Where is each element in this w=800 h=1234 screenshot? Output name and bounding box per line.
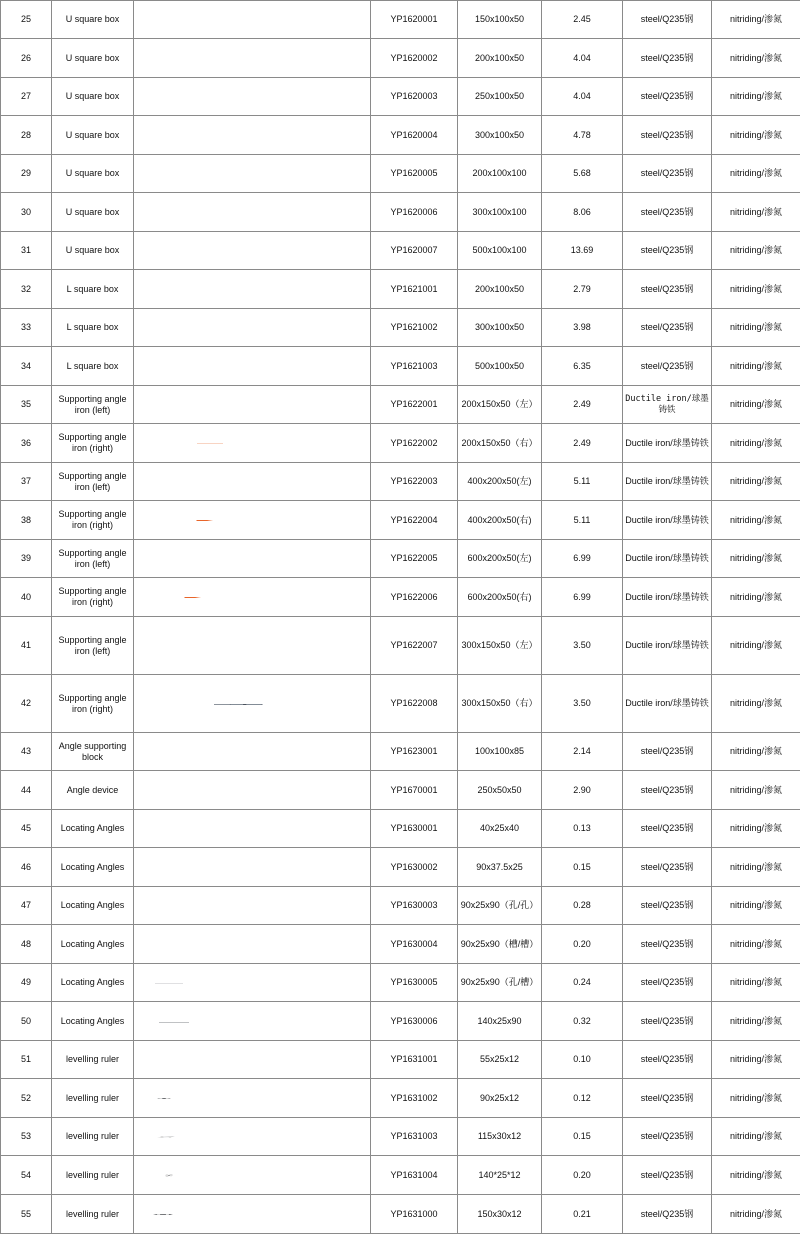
product-treatment: nitriding/渗氮 (712, 1079, 800, 1118)
angle-iron-gray-icon (134, 617, 371, 675)
u-square-box-icon (134, 78, 371, 116)
product-treatment: nitriding/渗氮 (712, 887, 800, 925)
product-size: 300x100x50 (458, 309, 542, 347)
row-number: 52 (1, 1079, 52, 1118)
product-treatment: nitriding/渗氮 (712, 155, 800, 193)
product-code: YP1621002 (371, 309, 458, 347)
product-name: U square box (52, 78, 134, 116)
table-row (1, 540, 800, 578)
u-square-box-icon (134, 232, 371, 270)
product-treatment: nitriding/渗氮 (712, 1002, 800, 1041)
table-row (1, 309, 800, 347)
product-weight: 6.35 (542, 347, 623, 386)
product-code: YP1622004 (371, 501, 458, 540)
product-material: steel/Q235钢 (623, 39, 712, 78)
product-weight: 5.11 (542, 463, 623, 501)
table-row (1, 501, 800, 540)
angle-iron-icon (134, 501, 371, 540)
product-material: steel/Q235钢 (623, 810, 712, 848)
product-code: YP1630004 (371, 925, 458, 964)
product-material: Ductile iron/球墨铸铁 (623, 675, 712, 733)
row-number: 48 (1, 925, 52, 964)
product-size: 90x25x90（槽/槽） (458, 925, 542, 964)
product-size: 250x50x50 (458, 771, 542, 810)
product-name: levelling ruler (52, 1195, 134, 1234)
row-number: 41 (1, 617, 52, 675)
product-size: 200x100x50 (458, 270, 542, 309)
product-size: 115x30x12 (458, 1118, 542, 1156)
product-treatment: nitriding/渗氮 (712, 810, 800, 848)
product-weight: 5.68 (542, 155, 623, 193)
product-size: 100x100x85 (458, 733, 542, 771)
table-row (1, 270, 800, 309)
row-number: 38 (1, 501, 52, 540)
product-weight: 3.50 (542, 675, 623, 733)
product-treatment: nitriding/渗氮 (712, 1195, 800, 1234)
product-weight: 0.24 (542, 964, 623, 1002)
table-row (1, 578, 800, 617)
product-name: Supporting angle iron (right) (52, 578, 134, 617)
product-weight: 13.69 (542, 232, 623, 270)
product-treatment: nitriding/渗氮 (712, 424, 800, 463)
product-code: YP1621003 (371, 347, 458, 386)
product-name: levelling ruler (52, 1156, 134, 1195)
product-weight: 0.15 (542, 848, 623, 887)
product-size: 90x25x90（孔/孔） (458, 887, 542, 925)
locating-angle-icon (134, 925, 371, 964)
table-row (1, 675, 800, 733)
product-size: 500x100x50 (458, 347, 542, 386)
u-square-box-icon (134, 39, 371, 78)
row-number: 39 (1, 540, 52, 578)
product-treatment: nitriding/渗氮 (712, 78, 800, 116)
table-row (1, 964, 800, 1002)
locating-angle-icon (134, 810, 371, 848)
product-material: steel/Q235钢 (623, 78, 712, 116)
product-size: 250x100x50 (458, 78, 542, 116)
table-row (1, 155, 800, 193)
table-row (1, 1156, 800, 1195)
product-weight: 0.28 (542, 887, 623, 925)
u-square-box-icon (134, 1, 371, 39)
product-material: steel/Q235钢 (623, 733, 712, 771)
product-size: 500x100x100 (458, 232, 542, 270)
locating-angle-icon (154, 983, 184, 984)
product-treatment: nitriding/渗氮 (712, 675, 800, 733)
table-row (1, 116, 800, 155)
row-number: 46 (1, 848, 52, 887)
levelling-ruler-icon (156, 1136, 176, 1138)
product-material: steel/Q235钢 (623, 887, 712, 925)
product-treatment: nitriding/渗氮 (712, 386, 800, 424)
angle-iron-gray-icon (212, 704, 264, 705)
row-number: 32 (1, 270, 52, 309)
product-table-body (1, 1, 800, 1234)
product-name: Supporting angle iron (right) (52, 675, 134, 733)
product-code: YP1622005 (371, 540, 458, 578)
table-row (1, 925, 800, 964)
row-number: 49 (1, 964, 52, 1002)
product-size: 140*25*12 (458, 1156, 542, 1195)
product-weight: 3.50 (542, 617, 623, 675)
table-row (1, 1195, 800, 1234)
table-row (1, 887, 800, 925)
row-number: 28 (1, 116, 52, 155)
row-number: 51 (1, 1041, 52, 1079)
product-material: steel/Q235钢 (623, 771, 712, 810)
row-number: 31 (1, 232, 52, 270)
product-code: YP1620003 (371, 78, 458, 116)
product-name: L square box (52, 270, 134, 309)
levelling-ruler-icon (156, 1098, 172, 1099)
product-size: 200x150x50（左） (458, 386, 542, 424)
table-row (1, 193, 800, 232)
row-number: 40 (1, 578, 52, 617)
product-code: YP1631001 (371, 1041, 458, 1079)
product-name: U square box (52, 193, 134, 232)
product-code: YP1670001 (371, 771, 458, 810)
product-size: 300x150x50（左） (458, 617, 542, 675)
product-size: 600x200x50(左) (458, 540, 542, 578)
product-treatment: nitriding/渗氮 (712, 1041, 800, 1079)
product-code: YP1630005 (371, 964, 458, 1002)
row-number: 27 (1, 78, 52, 116)
row-number: 44 (1, 771, 52, 810)
table-row (1, 424, 800, 463)
product-code: YP1622001 (371, 386, 458, 424)
product-treatment: nitriding/渗氮 (712, 463, 800, 501)
product-material: steel/Q235钢 (623, 270, 712, 309)
product-weight: 6.99 (542, 578, 623, 617)
row-number: 43 (1, 733, 52, 771)
product-material: steel/Q235钢 (623, 1118, 712, 1156)
product-name: Locating Angles (52, 810, 134, 848)
angle-iron-icon (196, 443, 224, 444)
product-material: Ductile iron/球墨铸铁 (623, 540, 712, 578)
product-size: 300x150x50（右） (458, 675, 542, 733)
table-row (1, 617, 800, 675)
product-name: levelling ruler (52, 1041, 134, 1079)
product-treatment: nitriding/渗氮 (712, 39, 800, 78)
product-treatment: nitriding/渗氮 (712, 540, 800, 578)
product-code: YP1620001 (371, 1, 458, 39)
levelling-ruler-icon (164, 1174, 174, 1177)
product-treatment: nitriding/渗氮 (712, 1, 800, 39)
product-code: YP1631002 (371, 1079, 458, 1118)
product-code: YP1621001 (371, 270, 458, 309)
product-material: steel/Q235钢 (623, 964, 712, 1002)
row-number: 50 (1, 1002, 52, 1041)
product-size: 40x25x40 (458, 810, 542, 848)
row-number: 34 (1, 347, 52, 386)
product-weight: 0.15 (542, 1118, 623, 1156)
product-treatment: nitriding/渗氮 (712, 232, 800, 270)
product-size: 90x25x12 (458, 1079, 542, 1118)
table-row (1, 1118, 800, 1156)
locating-angle-icon (134, 1002, 371, 1041)
product-code: YP1631000 (371, 1195, 458, 1234)
product-weight: 4.04 (542, 39, 623, 78)
product-treatment: nitriding/渗氮 (712, 193, 800, 232)
table-row (1, 347, 800, 386)
product-name: L square box (52, 347, 134, 386)
product-name: U square box (52, 155, 134, 193)
product-weight: 2.79 (542, 270, 623, 309)
product-name: Locating Angles (52, 964, 134, 1002)
product-weight: 4.78 (542, 116, 623, 155)
product-size: 400x200x50(右) (458, 501, 542, 540)
product-code: YP1622007 (371, 617, 458, 675)
table-row (1, 78, 800, 116)
product-weight: 5.11 (542, 501, 623, 540)
u-square-box-icon (134, 116, 371, 155)
product-material: steel/Q235钢 (623, 1156, 712, 1195)
table-row (1, 1079, 800, 1118)
product-material: steel/Q235钢 (623, 1, 712, 39)
product-name: U square box (52, 232, 134, 270)
product-name: Angle supporting block (52, 733, 134, 771)
u-square-box-icon (134, 193, 371, 232)
product-treatment: nitriding/渗氮 (712, 1118, 800, 1156)
product-weight: 0.20 (542, 1156, 623, 1195)
product-material: Ductile iron/球墨铸铁 (623, 501, 712, 540)
product-material: steel/Q235钢 (623, 925, 712, 964)
product-weight: 0.12 (542, 1079, 623, 1118)
u-square-box-icon (134, 155, 371, 193)
l-square-box-icon (134, 270, 371, 309)
product-size: 90x25x90（孔/槽） (458, 964, 542, 1002)
product-size: 200x100x100 (458, 155, 542, 193)
product-name: Supporting angle iron (left) (52, 463, 134, 501)
product-weight: 8.06 (542, 193, 623, 232)
product-material: steel/Q235钢 (623, 1041, 712, 1079)
table-row (1, 771, 800, 810)
product-code: YP1622006 (371, 578, 458, 617)
product-material: Ductile iron/球墨铸铁 (623, 578, 712, 617)
l-square-box-icon (134, 309, 371, 347)
product-material: Ductile iron/球墨铸铁 (623, 424, 712, 463)
table-row (1, 810, 800, 848)
levelling-ruler-icon (134, 1041, 371, 1079)
product-name: Supporting angle iron (left) (52, 540, 134, 578)
product-name: Supporting angle iron (right) (52, 501, 134, 540)
product-weight: 0.10 (542, 1041, 623, 1079)
product-treatment: nitriding/渗氮 (712, 501, 800, 540)
product-name: U square box (52, 1, 134, 39)
angle-iron-icon (184, 597, 206, 598)
product-treatment: nitriding/渗氮 (712, 270, 800, 309)
product-code: YP1622008 (371, 675, 458, 733)
product-weight: 6.99 (542, 540, 623, 578)
product-name: Locating Angles (52, 925, 134, 964)
product-material: steel/Q235钢 (623, 1195, 712, 1234)
product-code: YP1630001 (371, 810, 458, 848)
product-treatment: nitriding/渗氮 (712, 848, 800, 887)
product-treatment: nitriding/渗氮 (712, 347, 800, 386)
product-code: YP1630006 (371, 1002, 458, 1041)
levelling-ruler-icon (152, 1214, 174, 1215)
levelling-ruler-icon (134, 1156, 371, 1195)
product-size: 150x30x12 (458, 1195, 542, 1234)
product-material: steel/Q235钢 (623, 1002, 712, 1041)
product-treatment: nitriding/渗氮 (712, 309, 800, 347)
levelling-ruler-icon (134, 1195, 371, 1234)
row-number: 47 (1, 887, 52, 925)
product-weight: 0.21 (542, 1195, 623, 1234)
row-number: 45 (1, 810, 52, 848)
product-size: 300x100x100 (458, 193, 542, 232)
product-name: U square box (52, 116, 134, 155)
product-size: 140x25x90 (458, 1002, 542, 1041)
product-weight: 0.32 (542, 1002, 623, 1041)
product-name: levelling ruler (52, 1118, 134, 1156)
product-size: 400x200x50(左) (458, 463, 542, 501)
product-treatment: nitriding/渗氮 (712, 964, 800, 1002)
locating-angle-icon (134, 887, 371, 925)
product-size: 200x100x50 (458, 39, 542, 78)
product-code: YP1631004 (371, 1156, 458, 1195)
product-weight: 2.14 (542, 733, 623, 771)
product-weight: 4.04 (542, 78, 623, 116)
angle-iron-icon (196, 520, 218, 521)
row-number: 33 (1, 309, 52, 347)
row-number: 53 (1, 1118, 52, 1156)
product-code: YP1622002 (371, 424, 458, 463)
product-treatment: nitriding/渗氮 (712, 733, 800, 771)
product-treatment: nitriding/渗氮 (712, 116, 800, 155)
levelling-ruler-icon (134, 1118, 371, 1156)
product-code: YP1620005 (371, 155, 458, 193)
product-treatment: nitriding/渗氮 (712, 1156, 800, 1195)
product-material: steel/Q235钢 (623, 309, 712, 347)
product-code: YP1631003 (371, 1118, 458, 1156)
angle-iron-icon (134, 424, 371, 463)
product-material: Ductile iron/球墨铸铁 (623, 463, 712, 501)
product-name: Locating Angles (52, 887, 134, 925)
product-code: YP1620002 (371, 39, 458, 78)
product-code: YP1623001 (371, 733, 458, 771)
row-number: 42 (1, 675, 52, 733)
product-size: 300x100x50 (458, 116, 542, 155)
angle-iron-icon (134, 463, 371, 501)
product-weight: 2.90 (542, 771, 623, 810)
product-size: 150x100x50 (458, 1, 542, 39)
product-name: levelling ruler (52, 1079, 134, 1118)
angle-iron-icon (134, 578, 371, 617)
angle-device-icon (134, 771, 371, 810)
row-number: 36 (1, 424, 52, 463)
product-treatment: nitriding/渗氮 (712, 578, 800, 617)
product-treatment: nitriding/渗氮 (712, 925, 800, 964)
product-material: steel/Q235钢 (623, 1079, 712, 1118)
product-material: steel/Q235钢 (623, 232, 712, 270)
table-row (1, 39, 800, 78)
product-size: 200x150x50（右） (458, 424, 542, 463)
product-name: Angle device (52, 771, 134, 810)
product-treatment: nitriding/渗氮 (712, 617, 800, 675)
product-treatment: nitriding/渗氮 (712, 771, 800, 810)
angle-iron-gray-icon (134, 675, 371, 733)
product-material: steel/Q235钢 (623, 155, 712, 193)
product-weight: 2.45 (542, 1, 623, 39)
l-square-box-icon (134, 347, 371, 386)
product-code: YP1620004 (371, 116, 458, 155)
angle-iron-icon (134, 386, 371, 424)
product-name: Supporting angle iron (left) (52, 617, 134, 675)
product-size: 90x37.5x25 (458, 848, 542, 887)
product-name: U square box (52, 39, 134, 78)
product-material: steel/Q235钢 (623, 347, 712, 386)
product-name: Supporting angle iron (left) (52, 386, 134, 424)
row-number: 55 (1, 1195, 52, 1234)
product-size: 55x25x12 (458, 1041, 542, 1079)
product-material: steel/Q235钢 (623, 193, 712, 232)
table-row (1, 848, 800, 887)
row-number: 37 (1, 463, 52, 501)
locating-angle-icon (158, 1021, 190, 1023)
product-weight: 2.49 (542, 424, 623, 463)
table-row (1, 232, 800, 270)
angle-iron-icon (134, 540, 371, 578)
product-material: Ductile iron/球墨铸铁 (623, 617, 712, 675)
table-row (1, 733, 800, 771)
angle-block-icon (134, 733, 371, 771)
product-weight: 0.13 (542, 810, 623, 848)
table-row (1, 1041, 800, 1079)
table-row (1, 1, 800, 39)
product-weight: 0.20 (542, 925, 623, 964)
product-code: YP1620007 (371, 232, 458, 270)
product-material: steel/Q235钢 (623, 116, 712, 155)
row-number: 54 (1, 1156, 52, 1195)
locating-angle-icon (134, 964, 371, 1002)
product-name: L square box (52, 309, 134, 347)
row-number: 25 (1, 1, 52, 39)
product-size: 600x200x50(右) (458, 578, 542, 617)
row-number: 35 (1, 386, 52, 424)
row-number: 30 (1, 193, 52, 232)
product-weight: 2.49 (542, 386, 623, 424)
product-code: YP1630002 (371, 848, 458, 887)
product-material: steel/Q235钢 (623, 848, 712, 887)
levelling-ruler-icon (134, 1079, 371, 1118)
product-material: Ductile iron/球墨铸铁 (623, 386, 712, 424)
product-weight: 3.98 (542, 309, 623, 347)
table-row (1, 1002, 800, 1041)
row-number: 29 (1, 155, 52, 193)
product-name: Locating Angles (52, 1002, 134, 1041)
product-code: YP1622003 (371, 463, 458, 501)
product-name: Locating Angles (52, 848, 134, 887)
product-code: YP1630003 (371, 887, 458, 925)
locating-angle-icon (134, 848, 371, 887)
table-row (1, 463, 800, 501)
table-row (1, 386, 800, 424)
row-number: 26 (1, 39, 52, 78)
product-code: YP1620006 (371, 193, 458, 232)
product-name: Supporting angle iron (right) (52, 424, 134, 463)
